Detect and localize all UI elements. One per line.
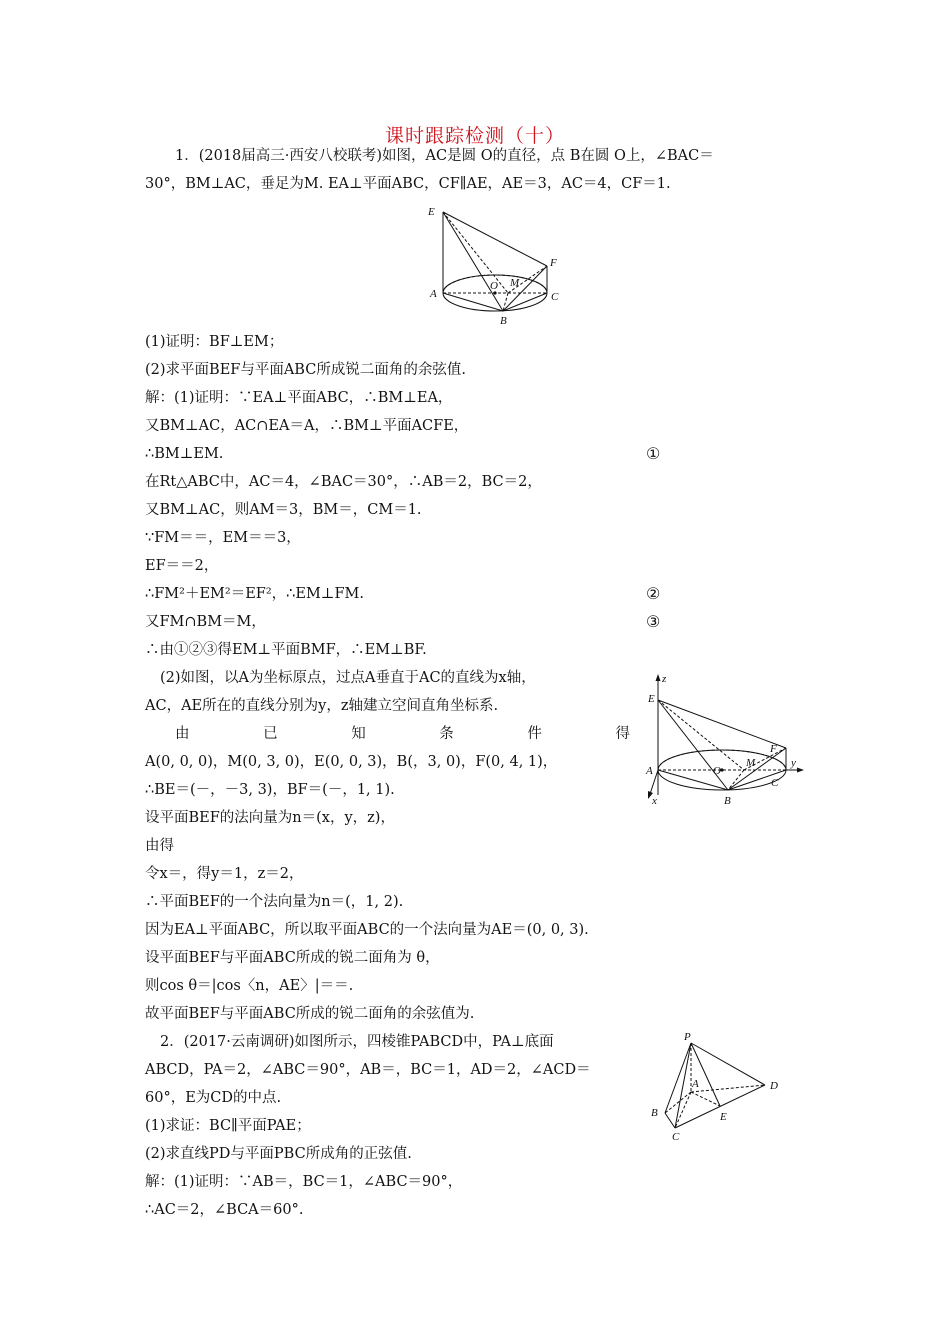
- problem2-stem-line2: ABCD，PA＝2，∠ABC＝90°，AB＝，BC＝1，AD＝2，∠ACD＝: [145, 1062, 591, 1078]
- fig3-label-b: B: [651, 1107, 658, 1119]
- fig1-label-c: C: [551, 291, 559, 303]
- solution1-line-1: 解：(1)证明：∵EA⊥平面ABC，∴BM⊥EA，: [145, 390, 453, 406]
- fig3-label-e: E: [720, 1111, 727, 1123]
- marker-3: ③: [646, 612, 661, 631]
- part2-line-12: 则cos θ＝|cos〈n，AE〉|＝＝.: [145, 978, 354, 994]
- solution1-line-5: 又BM⊥AC，则AM＝3，BM＝，CM＝1.: [145, 502, 422, 518]
- problem1-stem-line1: 1．(2018届高三·西安八校联考)如图，AC是圆 O的直径，点 B在圆 O上，∠BAC＝: [175, 148, 714, 164]
- problem2-stem-line3: 60°，E为CD的中点.: [145, 1090, 282, 1106]
- word: 已: [263, 726, 278, 742]
- part2-line-8: 令x＝，得y＝1，z＝2，: [145, 866, 304, 882]
- part2-line-4: A(0, 0, 0)，M(0, 3, 0)，E(0, 0, 3)，B(，3, 0)，F(0, 4, 1)，: [145, 754, 558, 770]
- figure-cylinder-1: [420, 200, 590, 330]
- fig1-label-o: O: [490, 280, 498, 292]
- part2-line-10: 因为EA⊥平面ABC，所以取平面ABC的一个法向量为AE＝(0, 0, 3).: [145, 922, 589, 938]
- page-title: 课时跟踪检测（十）: [384, 125, 565, 147]
- fig2-label-y: y: [791, 757, 796, 769]
- problem2-question-2: (2)求直线PD与平面PBC所成角的正弦值.: [145, 1146, 412, 1162]
- fig3-label-p: P: [684, 1031, 691, 1043]
- fig3-label-d: D: [770, 1080, 778, 1092]
- word: 由: [175, 726, 190, 742]
- fig2-label-f: F: [770, 743, 777, 755]
- solution1-line-9: 又FM∩BM＝M，: [145, 614, 266, 630]
- solution1-line-8: ∴FM²＋EM²＝EF²，∴EM⊥FM.: [145, 586, 364, 602]
- fig3-label-a: A: [692, 1078, 699, 1090]
- part2-line-13: 故平面BEF与平面ABC所成的锐二面角的余弦值为.: [145, 1006, 475, 1022]
- fig2-label-z: z: [662, 673, 667, 685]
- problem2-question-1: (1)求证：BC∥平面PAE；: [145, 1118, 311, 1134]
- solution2-line-1: 解：(1)证明：∵AB＝，BC＝1，∠ABC＝90°，: [145, 1174, 463, 1190]
- solution1-line-6: ∵FM＝＝，EM＝＝3，: [145, 530, 301, 546]
- part2-line-7: 由得: [145, 838, 174, 854]
- fig1-label-a: A: [430, 288, 437, 300]
- fig2-label-o: O: [713, 765, 721, 777]
- word: 件: [527, 726, 542, 742]
- problem2-stem-line1: 2．(2017·云南调研)如图所示，四棱锥PABCD中，PA⊥底面: [160, 1034, 554, 1050]
- fig3-label-c: C: [672, 1131, 680, 1143]
- solution2-line-2: ∴AC＝2，∠BCA＝60°.: [145, 1202, 304, 1218]
- base-ellipse-back: [658, 750, 786, 770]
- figure-pyramid: [640, 1028, 800, 1143]
- word: 知: [351, 726, 366, 742]
- fig1-label-f: F: [550, 257, 557, 269]
- part2-line-9: ∴平面BEF的一个法向量为n＝(，1, 2).: [145, 894, 404, 910]
- part2-line-5: ∴BE＝(－，－3, 3)，BF＝(－，1, 1).: [145, 782, 395, 798]
- solution1-line-4: 在Rt△ABC中，AC＝4，∠BAC＝30°，∴AB＝2，BC＝2，: [145, 474, 542, 490]
- fig2-label-c: C: [771, 777, 779, 789]
- fig1-label-e: E: [428, 206, 435, 218]
- solution1-line-2: 又BM⊥AC，AC∩EA＝A，∴BM⊥平面ACFE，: [145, 418, 469, 434]
- fig1-label-b: B: [500, 315, 507, 327]
- part2-line-3: [175, 724, 630, 744]
- solution1-line-7: EF＝＝2，: [145, 558, 219, 574]
- part2-line-11: 设平面BEF与平面ABC所成的锐二面角为 θ，: [145, 950, 440, 966]
- fig2-label-a: A: [646, 765, 653, 777]
- fig2-label-e: E: [648, 693, 655, 705]
- problem1-stem-line2: 30°，BM⊥AC，垂足为M. EA⊥平面ABC，CF∥AE，AE＝3，AC＝4，CF＝1.: [145, 176, 671, 192]
- word: 条: [439, 726, 454, 742]
- problem1-question-2: (2)求平面BEF与平面ABC所成锐二面角的余弦值.: [145, 362, 466, 378]
- fig2-label-m: M: [746, 757, 756, 769]
- part2-line-2: AC，AE所在的直线分别为y，z轴建立空间直角坐标系.: [145, 698, 499, 714]
- fig2-label-b: B: [724, 795, 731, 807]
- fig1-label-m: M: [510, 277, 520, 289]
- part2-line-1: (2)如图，以A为坐标原点，过点A垂直于AC的直线为x轴，: [160, 670, 536, 686]
- problem1-question-1: (1)证明：BF⊥EM；: [145, 334, 284, 350]
- solution1-line-3: ∴BM⊥EM.: [145, 446, 224, 462]
- fig2-label-x: x: [652, 795, 657, 807]
- solution1-line-10: ∴由①②③得EM⊥平面BMF，∴EM⊥BF.: [145, 642, 427, 658]
- marker-2: ②: [646, 584, 661, 603]
- figure-cylinder-coordinates: [640, 670, 805, 810]
- word: 得: [615, 726, 630, 742]
- part2-line-6: 设平面BEF的法向量为n＝(x，y，z)，: [145, 810, 395, 826]
- marker-1: ①: [646, 444, 661, 463]
